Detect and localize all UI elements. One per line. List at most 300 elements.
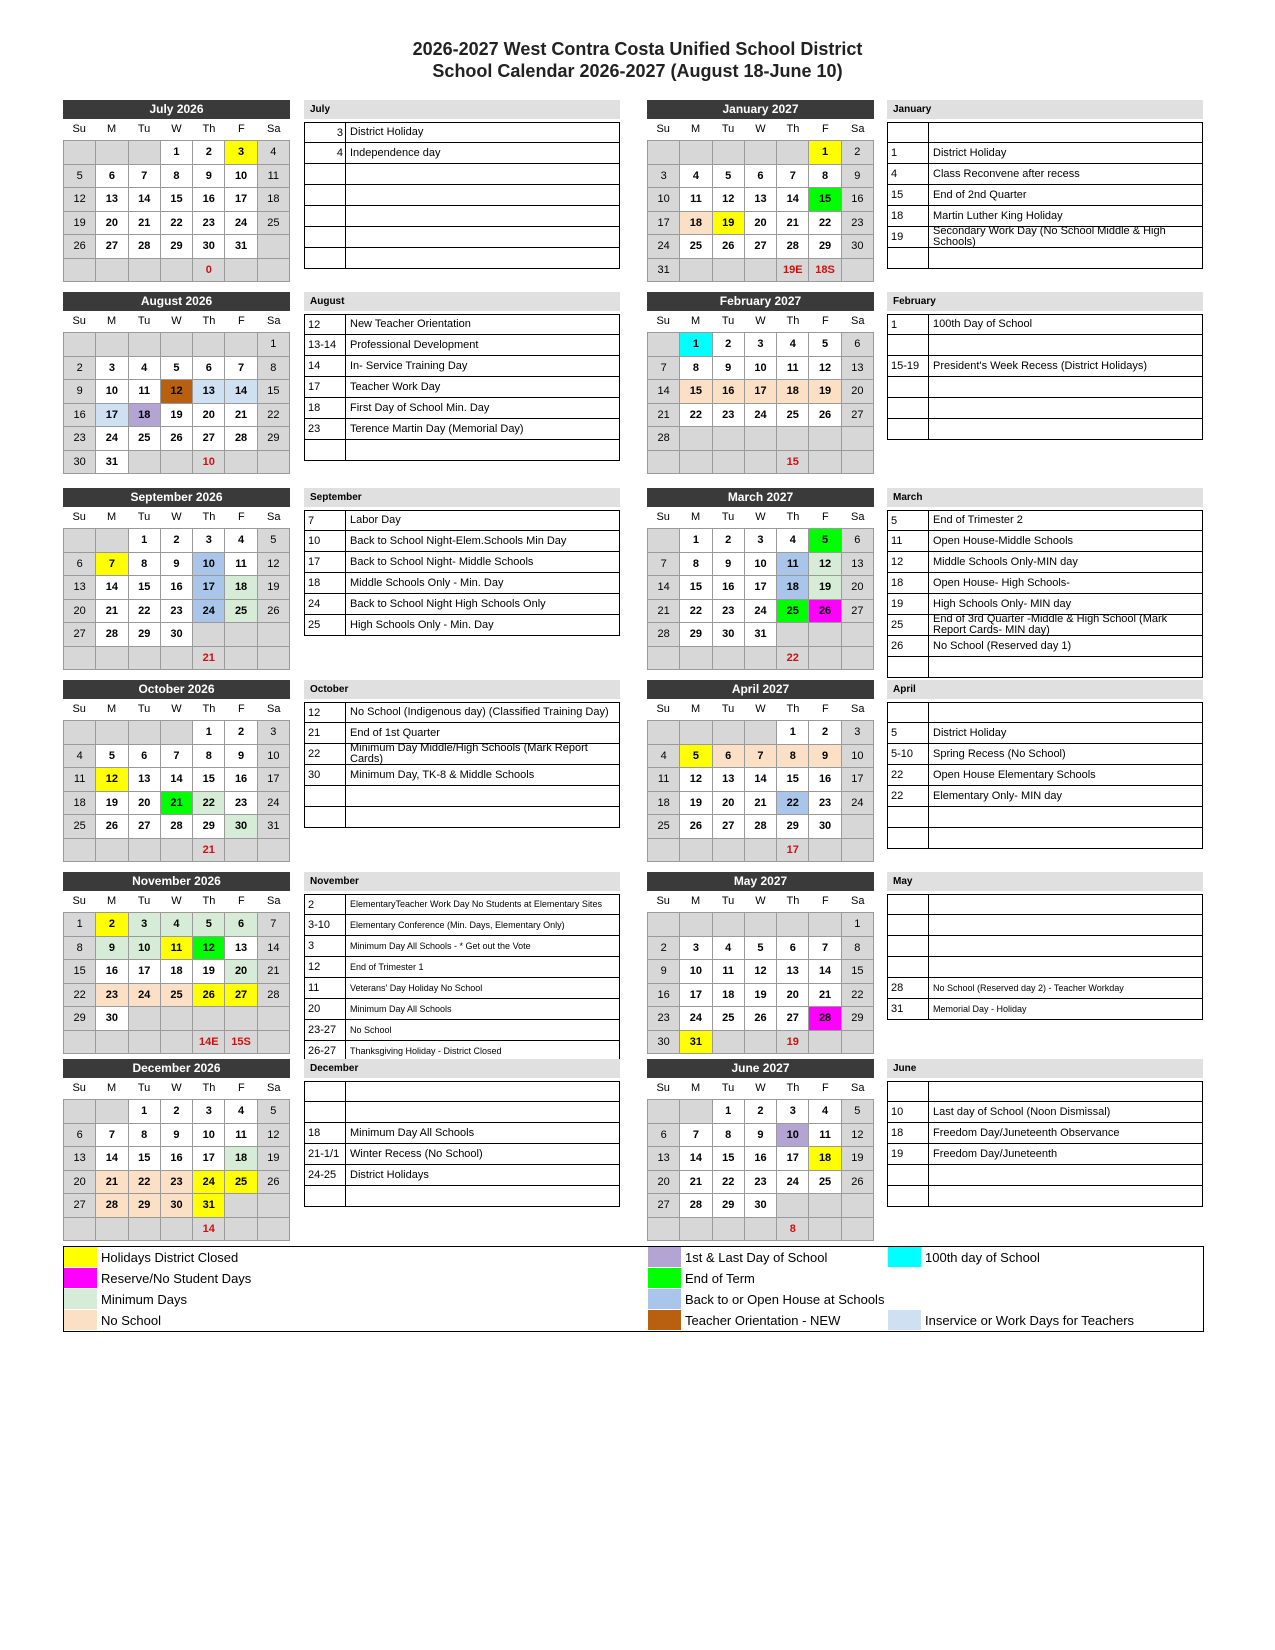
day-cell: 12 xyxy=(809,553,841,577)
day-cell: 1 xyxy=(129,529,161,553)
day-cell xyxy=(809,839,841,863)
school-day-count-secondary: 15S xyxy=(225,1031,257,1055)
day-grid xyxy=(647,720,874,862)
day-cell: 27 xyxy=(96,235,128,259)
day-cell xyxy=(745,427,777,451)
event-row xyxy=(887,957,1203,978)
event-row xyxy=(887,999,1203,1020)
day-cell: 20 xyxy=(777,984,809,1008)
weekday-label: Tu xyxy=(137,315,151,327)
weekday-label: M xyxy=(691,895,701,907)
event-row xyxy=(304,552,620,573)
event-description xyxy=(929,335,1202,355)
day-cell xyxy=(777,913,809,937)
weekday-label: M xyxy=(107,895,117,907)
event-list-title: March xyxy=(887,488,1203,507)
day-cell: 11 xyxy=(225,1124,257,1148)
day-cell: 3 xyxy=(745,333,777,357)
day-cell xyxy=(745,259,777,283)
event-description: Winter Recess (No School) xyxy=(350,1147,483,1160)
event-description: Memorial Day - Holiday xyxy=(933,1003,1027,1014)
day-cell: 5 xyxy=(193,913,225,937)
event-date: 14 xyxy=(305,356,346,376)
day-cell: 31 xyxy=(258,815,290,839)
day-cell: 26 xyxy=(161,427,193,451)
day-cell: 12 xyxy=(193,937,225,961)
weekday-label: Sa xyxy=(267,315,281,327)
weekday-label: Th xyxy=(786,703,800,715)
day-cell: 8 xyxy=(129,1124,161,1148)
event-list xyxy=(887,1059,1203,1207)
event-list xyxy=(887,100,1203,269)
event-description: First Day of School Min. Day xyxy=(350,401,490,414)
month-calendar xyxy=(63,292,290,474)
event-date: 18 xyxy=(888,573,929,593)
weekday-label: Sa xyxy=(851,315,865,327)
day-cell: 9 xyxy=(713,357,745,381)
event-date xyxy=(305,227,346,247)
day-cell xyxy=(258,235,290,259)
day-cell: 9 xyxy=(842,165,874,189)
day-cell: 19 xyxy=(680,792,712,816)
event-description: End of 3rd Quarter -Middle & High School (Mark Report Cards- MIN day) xyxy=(933,613,1168,636)
day-cell: 17 xyxy=(745,576,777,600)
weekday-label: Su xyxy=(656,511,670,523)
event-description xyxy=(346,206,619,226)
day-cell: 26 xyxy=(745,1007,777,1031)
day-cell xyxy=(64,647,96,671)
day-cell: 23 xyxy=(64,427,96,451)
day-cell: 2 xyxy=(713,529,745,553)
day-cell: 7 xyxy=(129,165,161,189)
day-cell: 20 xyxy=(842,380,874,404)
event-list xyxy=(887,872,1203,1020)
event-date: 10 xyxy=(305,531,346,551)
weekday-label: Tu xyxy=(721,703,735,715)
day-cell xyxy=(64,259,96,283)
day-cell: 12 xyxy=(713,188,745,212)
day-cell: 14 xyxy=(225,380,257,404)
day-cell: 25 xyxy=(225,1171,257,1195)
event-description xyxy=(346,440,619,460)
day-cell xyxy=(258,839,290,863)
day-cell: 20 xyxy=(64,1171,96,1195)
event-description: End of 1st Quarter xyxy=(350,726,440,739)
event-date xyxy=(888,123,929,142)
event-description xyxy=(929,828,1202,848)
event-date xyxy=(305,807,346,827)
day-cell: 11 xyxy=(64,768,96,792)
day-cell xyxy=(258,1031,290,1055)
weekday-label: Th xyxy=(786,895,800,907)
day-cell: 20 xyxy=(842,576,874,600)
weekday-label: Tu xyxy=(137,511,151,523)
day-cell: 20 xyxy=(225,960,257,984)
weekday-label: Sa xyxy=(851,511,865,523)
event-row xyxy=(304,185,620,206)
legend-item xyxy=(648,1247,827,1267)
day-cell: 17 xyxy=(777,1147,809,1171)
day-cell: 5 xyxy=(809,529,841,553)
day-cell: 16 xyxy=(713,380,745,404)
day-cell: 19 xyxy=(161,404,193,428)
event-description: Open House- High Schools- xyxy=(933,576,1070,589)
day-cell: 7 xyxy=(809,937,841,961)
day-cell: 1 xyxy=(193,721,225,745)
day-cell: 2 xyxy=(225,721,257,745)
day-cell xyxy=(96,839,128,863)
day-cell xyxy=(96,333,128,357)
event-list xyxy=(887,680,1203,849)
day-cell: 21 xyxy=(680,1171,712,1195)
day-cell xyxy=(777,141,809,165)
event-date: 21-1/1 xyxy=(305,1144,346,1164)
day-cell: 3 xyxy=(193,529,225,553)
day-cell: 26 xyxy=(96,815,128,839)
day-cell: 23 xyxy=(161,1171,193,1195)
weekday-label: W xyxy=(755,1082,766,1094)
weekday-label: F xyxy=(821,895,829,907)
day-cell xyxy=(680,451,712,475)
month-title: June 2027 xyxy=(647,1059,874,1078)
day-cell: 29 xyxy=(809,235,841,259)
event-description: President's Week Recess (District Holidays) xyxy=(933,359,1148,372)
day-cell: 26 xyxy=(64,235,96,259)
day-cell: 8 xyxy=(713,1124,745,1148)
day-cell: 19 xyxy=(193,960,225,984)
month-title: August 2026 xyxy=(63,292,290,311)
legend-item xyxy=(64,1247,238,1267)
event-date: 3-10 xyxy=(305,915,346,935)
day-cell: 17 xyxy=(129,960,161,984)
day-cell: 20 xyxy=(129,792,161,816)
event-row xyxy=(887,143,1203,164)
weekday-label: Sa xyxy=(851,703,865,715)
weekday-label: M xyxy=(107,123,117,135)
event-description: End of Trimester 1 xyxy=(350,961,424,972)
day-cell: 27 xyxy=(193,427,225,451)
day-cell: 7 xyxy=(745,745,777,769)
day-cell: 6 xyxy=(193,357,225,381)
event-date: 28 xyxy=(888,978,929,998)
school-day-count: 22 xyxy=(777,647,809,671)
weekday-label: W xyxy=(171,1082,182,1094)
month-calendar xyxy=(647,872,874,1054)
event-date: 15 xyxy=(888,185,929,205)
day-cell: 18 xyxy=(129,404,161,428)
day-cell xyxy=(96,529,128,553)
event-date: 24-25 xyxy=(305,1165,346,1185)
event-date: 11 xyxy=(888,531,929,551)
weekday-label: W xyxy=(755,703,766,715)
event-description xyxy=(929,1165,1202,1185)
day-cell: 25 xyxy=(225,600,257,624)
day-cell: 2 xyxy=(648,937,680,961)
day-cell: 11 xyxy=(809,1124,841,1148)
day-cell xyxy=(129,839,161,863)
event-date: 1 xyxy=(888,315,929,334)
event-date: 18 xyxy=(888,1123,929,1143)
weekday-label: W xyxy=(171,895,182,907)
event-date xyxy=(305,248,346,268)
day-cell: 7 xyxy=(96,1124,128,1148)
day-cell: 19 xyxy=(96,792,128,816)
day-cell: 25 xyxy=(64,815,96,839)
event-description: No School (Reserved day 2) - Teacher Workday xyxy=(933,982,1124,993)
event-row xyxy=(304,122,620,143)
day-cell: 16 xyxy=(713,576,745,600)
day-cell xyxy=(648,721,680,745)
day-cell: 9 xyxy=(193,165,225,189)
event-row xyxy=(304,206,620,227)
day-cell xyxy=(64,529,96,553)
event-list-title: August xyxy=(304,292,620,311)
day-cell: 16 xyxy=(161,1147,193,1171)
day-cell: 21 xyxy=(161,792,193,816)
weekday-label: Sa xyxy=(267,511,281,523)
weekday-label: Tu xyxy=(721,895,735,907)
day-cell: 27 xyxy=(225,984,257,1008)
event-date: 7 xyxy=(305,511,346,530)
day-cell: 26 xyxy=(193,984,225,1008)
event-date xyxy=(888,1186,929,1206)
weekday-header xyxy=(647,1078,874,1099)
day-cell: 23 xyxy=(193,212,225,236)
day-cell: 21 xyxy=(648,600,680,624)
event-description xyxy=(929,936,1202,956)
day-cell: 21 xyxy=(96,1171,128,1195)
event-row xyxy=(304,915,620,936)
day-grid xyxy=(63,720,290,862)
day-cell: 30 xyxy=(809,815,841,839)
month-title: May 2027 xyxy=(647,872,874,891)
day-cell: 25 xyxy=(777,404,809,428)
day-cell: 9 xyxy=(161,1124,193,1148)
day-cell: 10 xyxy=(842,745,874,769)
event-date: 21 xyxy=(305,723,346,743)
event-row xyxy=(887,1165,1203,1186)
weekday-label: Su xyxy=(72,511,86,523)
weekday-label: Tu xyxy=(137,703,151,715)
event-description: District Holiday xyxy=(933,146,1007,159)
event-description: Professional Development xyxy=(350,338,479,351)
day-cell xyxy=(680,721,712,745)
weekday-label: F xyxy=(237,123,245,135)
weekday-label: Su xyxy=(72,123,86,135)
day-cell: 1 xyxy=(842,913,874,937)
event-description: Veterans' Day Holiday No School xyxy=(350,982,483,993)
event-date: 17 xyxy=(305,377,346,397)
day-cell: 5 xyxy=(713,165,745,189)
day-cell xyxy=(842,1031,874,1055)
event-list xyxy=(304,100,620,269)
day-cell: 12 xyxy=(258,553,290,577)
day-cell: 6 xyxy=(225,913,257,937)
day-cell: 21 xyxy=(225,404,257,428)
event-date xyxy=(888,419,929,439)
weekday-label: F xyxy=(237,1082,245,1094)
day-cell: 6 xyxy=(648,1124,680,1148)
legend-label: Minimum Days xyxy=(101,1291,187,1307)
day-cell: 3 xyxy=(258,721,290,745)
day-grid xyxy=(647,528,874,670)
day-cell: 24 xyxy=(842,792,874,816)
day-cell xyxy=(713,839,745,863)
day-cell xyxy=(648,451,680,475)
event-date xyxy=(305,786,346,806)
day-cell: 23 xyxy=(96,984,128,1008)
event-row xyxy=(304,978,620,999)
event-row xyxy=(304,999,620,1020)
legend-item xyxy=(888,1310,1134,1330)
day-cell: 28 xyxy=(809,1007,841,1031)
weekday-label: Su xyxy=(72,703,86,715)
day-cell xyxy=(225,623,257,647)
event-date: 3 xyxy=(305,123,346,142)
day-cell: 13 xyxy=(842,553,874,577)
weekday-label: Su xyxy=(656,1082,670,1094)
event-description: New Teacher Orientation xyxy=(350,318,471,330)
event-description: Elementary Only- MIN day xyxy=(933,789,1062,802)
day-cell xyxy=(193,623,225,647)
title-line-1: 2026-2027 West Contra Costa Unified School District xyxy=(412,39,863,59)
weekday-label: Sa xyxy=(851,1082,865,1094)
day-cell xyxy=(129,141,161,165)
event-row xyxy=(304,1165,620,1186)
day-cell xyxy=(96,141,128,165)
day-cell: 5 xyxy=(64,165,96,189)
day-cell: 1 xyxy=(64,913,96,937)
day-cell xyxy=(842,259,874,283)
event-description: Minimum Day All Schools xyxy=(350,1126,475,1139)
event-list-title: July xyxy=(304,100,620,119)
day-cell xyxy=(258,1194,290,1218)
day-cell xyxy=(258,647,290,671)
day-cell: 15 xyxy=(777,768,809,792)
day-cell: 27 xyxy=(64,1194,96,1218)
day-cell: 22 xyxy=(193,792,225,816)
day-cell: 18 xyxy=(161,960,193,984)
day-cell: 11 xyxy=(161,937,193,961)
day-cell: 7 xyxy=(161,745,193,769)
day-cell: 10 xyxy=(129,937,161,961)
event-description: Labor Day xyxy=(350,514,401,526)
day-cell xyxy=(809,451,841,475)
day-cell: 3 xyxy=(96,357,128,381)
day-cell xyxy=(64,839,96,863)
day-cell xyxy=(161,333,193,357)
event-row xyxy=(887,702,1203,723)
day-cell: 1 xyxy=(161,141,193,165)
event-row xyxy=(304,335,620,356)
day-cell xyxy=(842,427,874,451)
weekday-label: M xyxy=(691,703,701,715)
day-grid xyxy=(647,912,874,1054)
event-description xyxy=(929,895,1202,914)
day-cell: 24 xyxy=(680,1007,712,1031)
weekday-label: Th xyxy=(202,511,216,523)
day-cell: 6 xyxy=(713,745,745,769)
day-cell: 28 xyxy=(225,427,257,451)
event-list xyxy=(304,488,620,636)
event-row xyxy=(304,314,620,335)
day-cell: 15 xyxy=(809,188,841,212)
weekday-label: M xyxy=(107,511,117,523)
day-cell xyxy=(745,647,777,671)
weekday-label: Th xyxy=(786,123,800,135)
day-cell: 22 xyxy=(842,984,874,1008)
school-day-count: 14 xyxy=(193,1218,225,1242)
event-description xyxy=(346,185,619,205)
month-calendar xyxy=(647,100,874,282)
day-cell: 5 xyxy=(96,745,128,769)
weekday-label: W xyxy=(755,315,766,327)
day-cell: 16 xyxy=(64,404,96,428)
event-row xyxy=(304,1081,620,1102)
day-cell xyxy=(842,839,874,863)
event-description: No School (Reserved day 1) xyxy=(933,639,1072,652)
day-cell: 18 xyxy=(648,792,680,816)
weekday-label: Tu xyxy=(721,1082,735,1094)
day-cell: 15 xyxy=(258,380,290,404)
day-cell xyxy=(745,141,777,165)
event-description: Class Reconvene after recess xyxy=(933,167,1080,180)
day-cell: 27 xyxy=(842,600,874,624)
day-cell: 10 xyxy=(96,380,128,404)
day-cell: 7 xyxy=(777,165,809,189)
day-cell xyxy=(777,1194,809,1218)
day-cell: 14 xyxy=(777,188,809,212)
school-day-count: 19E xyxy=(777,259,809,283)
event-date: 5 xyxy=(888,723,929,743)
event-description xyxy=(929,703,1202,722)
day-cell: 5 xyxy=(809,333,841,357)
event-date xyxy=(888,248,929,268)
day-cell: 12 xyxy=(680,768,712,792)
day-cell xyxy=(161,451,193,475)
event-description: Martin Luther King Holiday xyxy=(933,209,1063,222)
day-cell xyxy=(842,1194,874,1218)
event-description: Back to School Night High Schools Only xyxy=(350,597,546,610)
event-date xyxy=(305,164,346,184)
day-cell: 25 xyxy=(648,815,680,839)
day-cell xyxy=(64,1218,96,1242)
day-cell xyxy=(258,451,290,475)
legend-item xyxy=(648,1289,884,1309)
day-cell: 27 xyxy=(64,623,96,647)
event-date xyxy=(305,1186,346,1206)
month-calendar xyxy=(63,100,290,282)
day-cell xyxy=(809,913,841,937)
day-cell: 21 xyxy=(745,792,777,816)
day-cell: 17 xyxy=(225,188,257,212)
legend-swatch xyxy=(648,1268,681,1288)
day-cell xyxy=(809,623,841,647)
event-date: 18 xyxy=(888,206,929,226)
day-cell: 21 xyxy=(258,960,290,984)
event-description xyxy=(929,915,1202,935)
event-description xyxy=(929,419,1202,439)
day-cell: 11 xyxy=(225,553,257,577)
weekday-label: M xyxy=(691,123,701,135)
day-cell: 4 xyxy=(777,529,809,553)
day-cell: 11 xyxy=(680,188,712,212)
month-title: January 2027 xyxy=(647,100,874,119)
day-cell xyxy=(680,647,712,671)
day-cell: 18 xyxy=(777,576,809,600)
day-cell: 24 xyxy=(193,1171,225,1195)
day-cell: 19 xyxy=(745,984,777,1008)
